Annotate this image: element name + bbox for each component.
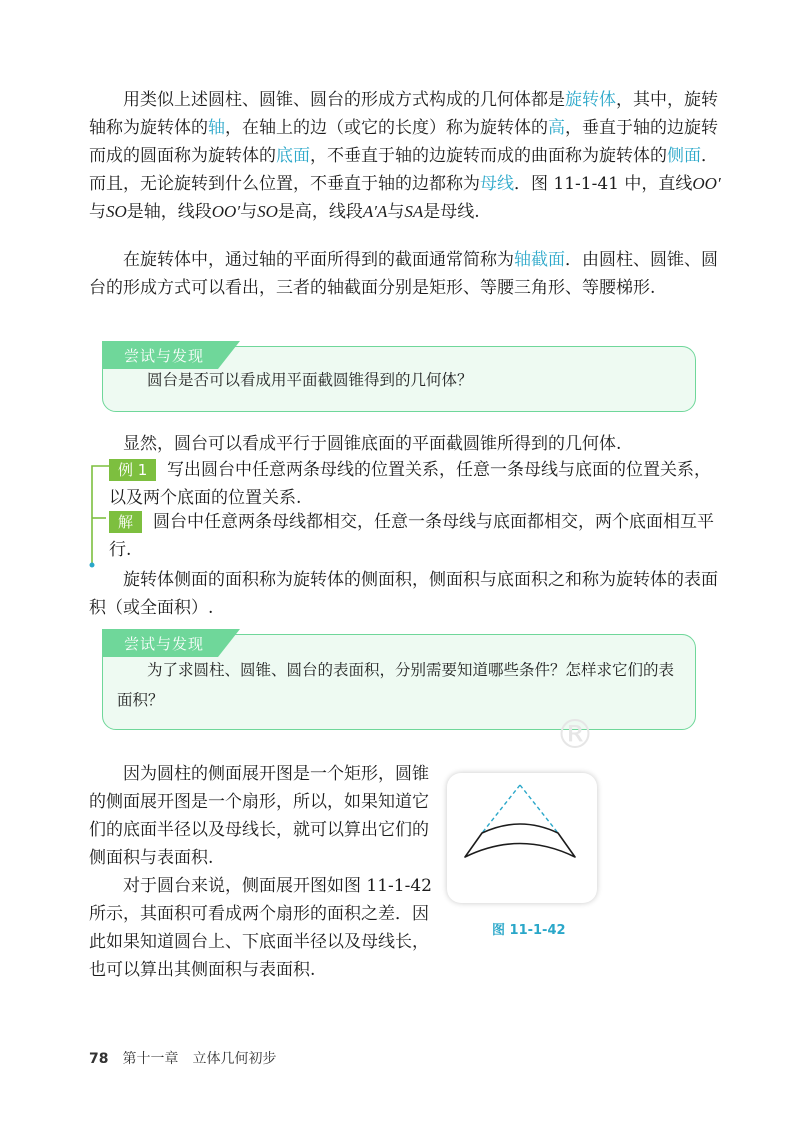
term-axis: 轴 [208, 118, 225, 138]
term-axial-section: 轴截面 [514, 250, 565, 270]
page-footer [89, 1048, 276, 1068]
paragraph-cylinder-cone-development: 因为圆柱的侧面展开图是一个矩形，圆锥的侧面展开图是一个扇形，所以，如果知道它们的底面半径以及母线长，就可以算出它们的侧面积与表面积. [89, 764, 429, 868]
paragraph-surface-area: 旋转体侧面的面积称为旋转体的侧面积，侧面积与底面积之和称为旋转体的表面积（或全面积）. [89, 570, 718, 618]
paragraph-frustum-development: 对于圆台来说，侧面展开图如图 11-1-42 所示，其面积可看成两个扇形的面积之差．因此如果知道圆台上、下底面半径以及母线长，也可以算出其侧面积与表面积. [89, 876, 432, 980]
term-base: 底面 [276, 146, 310, 166]
example-label: 例 1 [109, 459, 156, 481]
solution-text: 圆台中任意两条母线都相交，任意一条母线与底面都相交，两个底面相互平行. [109, 512, 714, 560]
try-discover-tag-1: 尝试与发现 [102, 341, 242, 369]
page-number: 78 [89, 1051, 109, 1067]
term-lateral-surface: 侧面 [667, 146, 701, 166]
solution-label: 解 [109, 511, 142, 533]
term-height: 高 [548, 118, 565, 138]
example-text: 写出圆台中任意两条母线的位置关系，任意一条母线与底面的位置关系，以及两个底面的位置关系. [109, 460, 711, 508]
watermark-registered-icon: ® [555, 712, 595, 758]
paragraph-rotation-body-definition: 用类似上述圆柱、圆锥、圆台的形成方式构成的几何体都是旋转体，其中，旋转轴称为旋转体的轴，在轴上的边（或它的长度）称为旋转体的高，垂直于轴的边旋转而成的圆面称为旋转体的底面，不垂直于轴的边旋转而成的曲面称为旋转体的侧面．而且，无论旋转到什么位置，不垂直于轴的边都称为母线．图 11-1-41 中，直线OO′与SO是轴，线段OO′与SO是高，线段A′A与SA是母线. [89, 90, 721, 222]
paragraph-frustum-cut: 显然，圆台可以看成平行于圆锥底面的平面截圆锥所得到的几何体. [123, 434, 622, 454]
term-generatrix: 母线 [480, 174, 514, 194]
paragraph-axial-section: 在旋转体中，通过轴的平面所得到的截面通常简称为轴截面．由圆柱、圆锥、圆台的形成方式可以看出，三者的轴截面分别是矩形、等腰三角形、等腰梯形. [89, 250, 718, 298]
try-discover-question-2: 为了求圆柱、圆锥、圆台的表面积，分别需要知道哪些条件？怎样求它们的表面积？ [117, 661, 675, 709]
figure-caption: 图 11-1-42 [492, 923, 566, 938]
term-rotation-body: 旋转体 [565, 90, 616, 110]
chapter-title: 第十一章 立体几何初步 [122, 1051, 277, 1067]
try-discover-question-1: 圆台是否可以看成用平面截圆锥得到的几何体？ [147, 371, 473, 389]
figure-frustum-development [447, 773, 597, 903]
annular-sector-diagram [447, 773, 597, 903]
try-discover-tag-2: 尝试与发现 [102, 629, 242, 657]
